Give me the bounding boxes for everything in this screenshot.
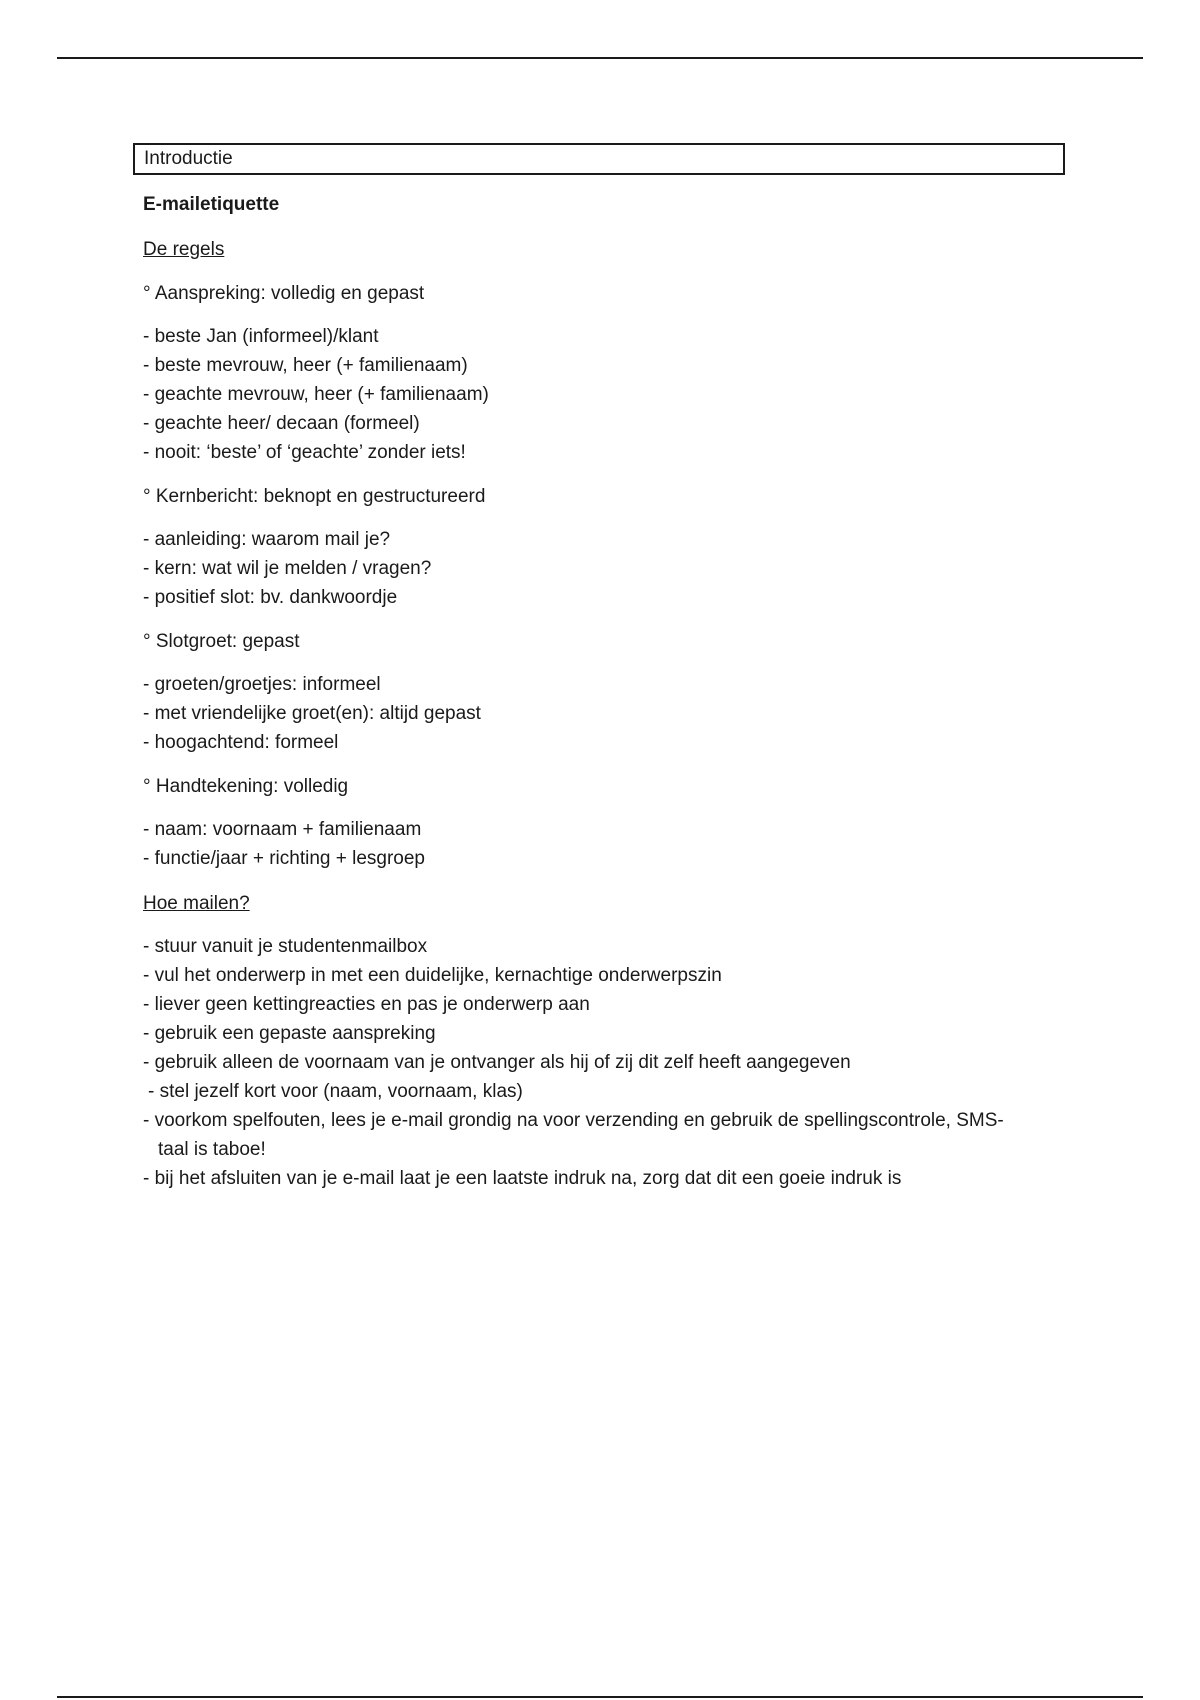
list-item: - nooit: ‘beste’ of ‘geachte’ zonder iets! (143, 442, 466, 463)
list-item: - geachte heer/ decaan (formeel) (143, 413, 420, 434)
list-item: - aanleiding: waarom mail je? (143, 529, 391, 550)
rule-subheading: ° Handtekening: volledig (143, 776, 349, 797)
document-title: E-mailetiquette (143, 194, 280, 215)
list-item: - bij het afsluiten van je e-mail laat je een laatste indruk na, zorg dat dit een goeie indruk is (143, 1168, 902, 1189)
list-item: - liever geen kettingreacties en pas je onderwerp aan (143, 994, 590, 1015)
list-item: - beste Jan (informeel)/klant (143, 326, 379, 347)
list-item: - stel jezelf kort voor (naam, voornaam, klas) (148, 1081, 523, 1102)
rule-list (143, 322, 1063, 467)
list-item: - beste mevrouw, heer (+ familienaam) (143, 355, 468, 376)
rule-subheading: ° Aanspreking: volledig en gepast (143, 283, 425, 304)
rule-list (143, 815, 1063, 873)
footer-rule (57, 1696, 1143, 1698)
list-item: - kern: wat wil je melden / vragen? (143, 558, 432, 579)
rule-subheading: ° Slotgroet: gepast (143, 631, 300, 652)
list-item: - vul het onderwerp in met een duidelijke, kernachtige onderwerpszin (143, 965, 722, 986)
list-item: - hoogachtend: formeel (143, 732, 339, 753)
section-heading-how-to-mail: Hoe mailen? (143, 893, 250, 914)
list-item: - voorkom spelfouten, lees je e-mail grondig na voor verzending en gebruik de spellingscontrole, SMS- (143, 1110, 1004, 1131)
list-item: - met vriendelijke groet(en): altijd gepast (143, 703, 481, 724)
list-item: - gebruik alleen de voornaam van je ontvanger als hij of zij dit zelf heeft aangegeven (143, 1052, 851, 1073)
rule-subheading: ° Kernbericht: beknopt en gestructureerd (143, 486, 486, 507)
list-item: - positief slot: bv. dankwoordje (143, 587, 398, 608)
list-item: - functie/jaar + richting + lesgroep (143, 848, 425, 869)
section-heading-rules: De regels (143, 239, 225, 260)
header-box: Introductie (133, 143, 1065, 175)
list-item: - geachte mevrouw, heer (+ familienaam) (143, 384, 489, 405)
list-item-continuation: taal is taboe! (158, 1139, 266, 1160)
list-item: - gebruik een gepaste aanspreking (143, 1023, 436, 1044)
how-to-list (143, 932, 1063, 1193)
document-body (143, 143, 1063, 1193)
header-rule (57, 57, 1143, 59)
rule-list (143, 670, 1063, 757)
rule-list (143, 525, 1063, 612)
list-item: - stuur vanuit je studentenmailbox (143, 936, 428, 957)
list-item: - groeten/groetjes: informeel (143, 674, 381, 695)
list-item: - naam: voornaam + familienaam (143, 819, 422, 840)
